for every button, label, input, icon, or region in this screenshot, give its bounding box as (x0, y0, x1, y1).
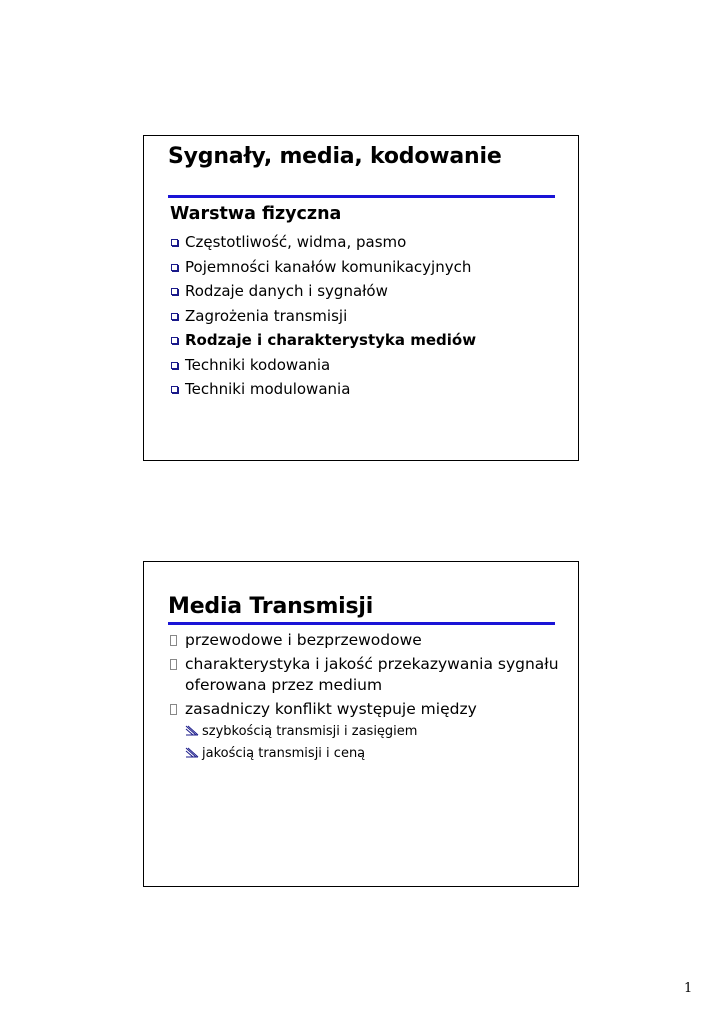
square-bullet-icon (171, 337, 178, 344)
list-item: Rodzaje danych i sygnałów (168, 281, 476, 306)
sub-list-item: jakością transmisji i ceną (185, 744, 575, 763)
list-item: charakterystyka i jakość przekazywania sygnału oferowana przez medium (168, 654, 575, 696)
slide-1-title: Sygnały, media, kodowanie (168, 144, 502, 169)
list-item: Techniki modulowania (168, 379, 476, 404)
page-number: 1 (684, 981, 693, 996)
square-bullet-icon (171, 288, 178, 295)
slide-1-bullet-list (168, 232, 476, 404)
list-item: przewodowe i bezprzewodowe (168, 630, 575, 651)
square-bullet-icon (171, 313, 178, 320)
sub-list (185, 722, 575, 763)
arrow-bullet-icon (185, 747, 199, 759)
list-item: Pojemności kanałów komunikacyjnych (168, 257, 476, 282)
box-bullet-icon (170, 659, 177, 670)
box-bullet-icon (170, 704, 177, 715)
square-bullet-icon (171, 386, 178, 393)
square-bullet-icon (171, 362, 178, 369)
square-bullet-icon (171, 239, 178, 246)
slide-1 (143, 135, 579, 461)
list-item: Techniki kodowania (168, 355, 476, 380)
list-item: zasadniczy konflikt występuje między szybkością transmisji i zasięgiem jakością transmisji i ceną (168, 699, 575, 763)
box-bullet-icon (170, 635, 177, 646)
list-item: Częstotliwość, widma, pasmo (168, 232, 476, 257)
list-item: Zagrożenia transmisji (168, 306, 476, 331)
square-bullet-icon (171, 264, 178, 271)
slide-2-title: Media Transmisji (168, 594, 374, 619)
list-item-current: Rodzaje i charakterystyka mediów (168, 330, 476, 355)
slide-2 (143, 561, 579, 887)
slide-1-title-rule (168, 195, 555, 198)
sub-list-item: szybkością transmisji i zasięgiem (185, 722, 575, 741)
slide-2-title-rule (168, 622, 555, 625)
slide-1-subheading: Warstwa fizyczna (170, 204, 342, 224)
arrow-bullet-icon (185, 725, 199, 737)
slide-2-bullet-list (168, 630, 575, 766)
